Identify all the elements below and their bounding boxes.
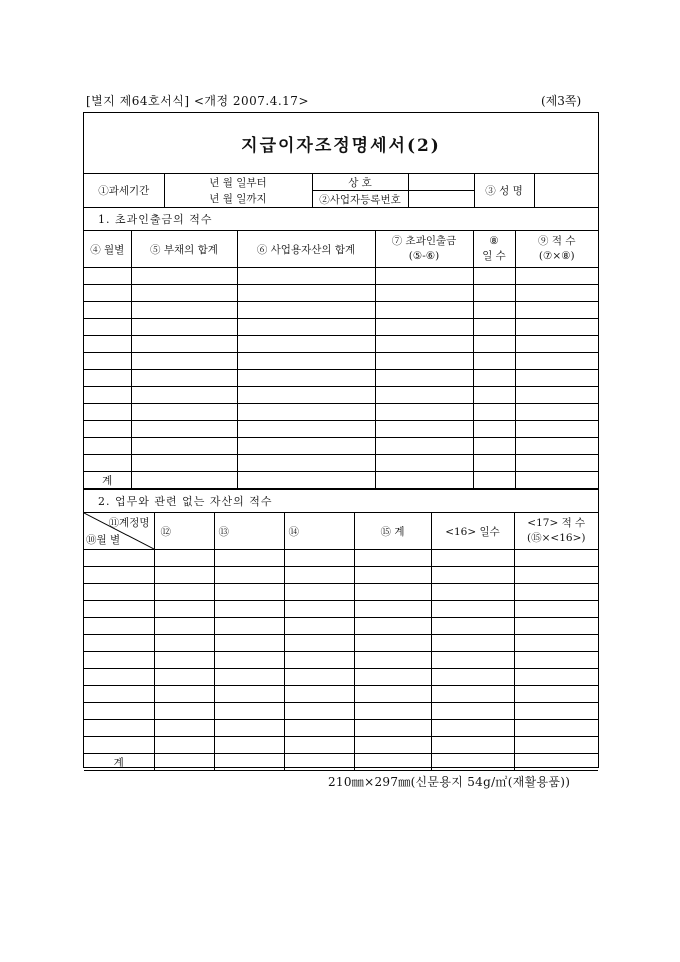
nonbiz-row [84, 652, 598, 669]
overdraw-cell[interactable] [84, 319, 131, 336]
overdraw-cell[interactable] [237, 455, 375, 472]
nonbiz-cell[interactable] [84, 703, 154, 720]
period-to[interactable]: 년 월 일까지 [164, 191, 312, 208]
biz-reg-value[interactable] [408, 191, 474, 208]
nonbiz-cell[interactable] [84, 550, 154, 567]
nonbiz-cell[interactable] [431, 601, 514, 618]
overdraw-cell[interactable] [84, 268, 131, 285]
col-product-line2: (⑦×⑧) [538, 250, 575, 262]
overdraw-row [84, 336, 598, 353]
overdraw-cell[interactable] [237, 438, 375, 455]
nonbiz-cell[interactable] [354, 635, 431, 652]
nonbiz-cell[interactable] [84, 737, 154, 754]
nonbiz-cell[interactable] [84, 652, 154, 669]
nonbiz-cell[interactable] [514, 550, 598, 567]
nonbiz-row [84, 737, 598, 754]
nonbiz-cell[interactable] [514, 669, 598, 686]
overdraw-cell[interactable] [375, 421, 473, 438]
overdraw-cell[interactable] [131, 319, 237, 336]
col-overdraw-line2: (⑤-⑥) [408, 250, 440, 262]
nonbiz-cell[interactable] [431, 720, 514, 737]
nonbiz-cell[interactable] [431, 618, 514, 635]
overdraw-cell[interactable] [473, 353, 515, 370]
overdraw-cell[interactable] [375, 268, 473, 285]
overdraw-row [84, 353, 598, 370]
nonbiz-cell[interactable] [154, 550, 214, 567]
account-name-label: ⑪계정명 [108, 517, 150, 529]
col-month: ④ 월별 [84, 231, 131, 268]
overdraw-cell[interactable] [131, 421, 237, 438]
overdraw-cell[interactable] [375, 302, 473, 319]
overdraw-cell[interactable] [237, 353, 375, 370]
overdraw-cell[interactable] [131, 285, 237, 302]
nonbiz-asset-table [84, 512, 598, 771]
nonbiz-cell[interactable] [154, 737, 214, 754]
nonbiz-cell[interactable] [84, 618, 154, 635]
nonbiz-cell[interactable] [354, 601, 431, 618]
nonbiz-cell[interactable] [84, 720, 154, 737]
nonbiz-cell[interactable] [154, 669, 214, 686]
nonbiz-cell[interactable] [431, 550, 514, 567]
nonbiz-cell[interactable] [284, 635, 354, 652]
title-row [84, 113, 598, 174]
col-sum: ⑮ 계 [354, 513, 431, 550]
nonbiz-cell[interactable] [214, 737, 284, 754]
overdraw-cell[interactable] [131, 302, 237, 319]
nonbiz-cell[interactable] [154, 720, 214, 737]
overdraw-cell[interactable] [375, 387, 473, 404]
nonbiz-cell[interactable] [214, 550, 284, 567]
form-frame [83, 112, 599, 768]
overdraw-cell[interactable] [375, 370, 473, 387]
nonbiz-total-cell[interactable] [214, 754, 284, 771]
nonbiz-cell[interactable] [514, 737, 598, 754]
nonbiz-total-cell[interactable] [354, 754, 431, 771]
overdraw-cell[interactable] [473, 370, 515, 387]
col-assets: ⑥ 사업용자산의 합계 [237, 231, 375, 268]
overdraw-cell[interactable] [473, 319, 515, 336]
nonbiz-cell[interactable] [514, 686, 598, 703]
section2-title: 2. 업무와 관련 없는 자산의 적수 [84, 489, 598, 512]
nonbiz-cell[interactable] [354, 584, 431, 601]
nonbiz-row [84, 635, 598, 652]
overdraw-cell[interactable] [84, 336, 131, 353]
overdraw-rows [84, 268, 598, 472]
overdraw-row [84, 285, 598, 302]
name-value[interactable] [534, 174, 598, 208]
overdraw-cell[interactable] [515, 285, 598, 302]
nonbiz-cell[interactable] [154, 584, 214, 601]
biz-reg-label: ②사업자등록번호 [312, 191, 408, 208]
nonbiz-cell[interactable] [214, 635, 284, 652]
overdraw-cell[interactable] [131, 336, 237, 353]
nonbiz-cell[interactable] [354, 567, 431, 584]
overdraw-cell[interactable] [515, 353, 598, 370]
col-days-line2: 일 수 [482, 250, 506, 262]
nonbiz-cell[interactable] [431, 652, 514, 669]
trade-name-label: 상 호 [312, 174, 408, 191]
section1-title: 1. 초과인출금의 적수 [98, 213, 213, 226]
nonbiz-row [84, 686, 598, 703]
nonbiz-cell[interactable] [154, 567, 214, 584]
nonbiz-cell[interactable] [84, 635, 154, 652]
nonbiz-cell[interactable] [514, 652, 598, 669]
overdraw-cell[interactable] [375, 336, 473, 353]
overdraw-table [84, 230, 598, 489]
nonbiz-cell[interactable] [154, 635, 214, 652]
nonbiz-cell[interactable] [514, 584, 598, 601]
overdraw-cell[interactable] [473, 455, 515, 472]
nonbiz-cell[interactable] [154, 601, 214, 618]
info-table [84, 174, 598, 208]
overdraw-cell[interactable] [237, 302, 375, 319]
nonbiz-cell[interactable] [284, 686, 354, 703]
nonbiz-cell[interactable] [214, 686, 284, 703]
nonbiz-total-cell[interactable] [431, 754, 514, 771]
nonbiz-row [84, 720, 598, 737]
nonbiz-cell[interactable] [354, 720, 431, 737]
overdraw-cell[interactable] [515, 438, 598, 455]
col-liabilities: ⑤ 부채의 합계 [131, 231, 237, 268]
nonbiz-total-cell[interactable] [154, 754, 214, 771]
overdraw-cell[interactable] [131, 404, 237, 421]
nonbiz-cell[interactable] [214, 618, 284, 635]
overdraw-cell[interactable] [84, 455, 131, 472]
overdraw-cell[interactable] [131, 268, 237, 285]
period-from[interactable]: 년 월 일부터 [164, 174, 312, 191]
nonbiz-total-cell[interactable] [284, 754, 354, 771]
nonbiz-cell[interactable] [214, 567, 284, 584]
nonbiz-cell[interactable] [431, 686, 514, 703]
nonbiz-cell[interactable] [284, 567, 354, 584]
overdraw-cell[interactable] [375, 438, 473, 455]
nonbiz-cell[interactable] [214, 652, 284, 669]
overdraw-cell[interactable] [515, 336, 598, 353]
overdraw-cell[interactable] [84, 285, 131, 302]
nonbiz-cell[interactable] [514, 720, 598, 737]
nonbiz-cell[interactable] [431, 584, 514, 601]
nonbiz-row [84, 669, 598, 686]
overdraw-row [84, 370, 598, 387]
overdraw-cell[interactable] [515, 421, 598, 438]
col-overdraw-line1: ⑦ 초과인출금 [391, 235, 457, 247]
period-label: ①과세기간 [84, 174, 164, 208]
nonbiz-cell[interactable] [154, 686, 214, 703]
col-days2: <16> 일수 [431, 513, 514, 550]
overdraw-cell[interactable] [473, 336, 515, 353]
col-days [473, 231, 515, 268]
col-12: ⑫ [154, 513, 214, 550]
overdraw-cell[interactable] [473, 387, 515, 404]
overdraw-cell[interactable] [84, 387, 131, 404]
nonbiz-cell[interactable] [284, 669, 354, 686]
nonbiz-cell[interactable] [214, 720, 284, 737]
nonbiz-total-cell[interactable] [514, 754, 598, 771]
nonbiz-cell[interactable] [514, 635, 598, 652]
nonbiz-row [84, 584, 598, 601]
nonbiz-cell[interactable] [284, 703, 354, 720]
overdraw-total-cell[interactable] [237, 472, 375, 489]
nonbiz-cell[interactable] [154, 652, 214, 669]
overdraw-cell[interactable] [237, 285, 375, 302]
overdraw-cell[interactable] [473, 404, 515, 421]
overdraw-cell[interactable] [237, 387, 375, 404]
overdraw-cell[interactable] [473, 285, 515, 302]
overdraw-row [84, 455, 598, 472]
month-label: ⑩월 별 [86, 534, 121, 546]
nonbiz-cell[interactable] [214, 584, 284, 601]
nonbiz-cell[interactable] [514, 618, 598, 635]
overdraw-row [84, 438, 598, 455]
nonbiz-cell[interactable] [84, 567, 154, 584]
nonbiz-row [84, 550, 598, 567]
col-days-line1: ⑧ [489, 235, 499, 247]
nonbiz-cell[interactable] [284, 720, 354, 737]
overdraw-row [84, 302, 598, 319]
nonbiz-cell[interactable] [84, 686, 154, 703]
overdraw-cell[interactable] [515, 455, 598, 472]
nonbiz-cell[interactable] [284, 652, 354, 669]
overdraw-cell[interactable] [131, 353, 237, 370]
nonbiz-cell[interactable] [284, 550, 354, 567]
overdraw-cell[interactable] [515, 319, 598, 336]
nonbiz-cell[interactable] [354, 737, 431, 754]
nonbiz-cell[interactable] [284, 601, 354, 618]
nonbiz-cell[interactable] [284, 737, 354, 754]
nonbiz-cell[interactable] [514, 601, 598, 618]
nonbiz-cell[interactable] [84, 601, 154, 618]
overdraw-cell[interactable] [515, 302, 598, 319]
nonbiz-cell[interactable] [214, 703, 284, 720]
col-product-line1: ⑨ 적 수 [538, 235, 576, 247]
nonbiz-cell[interactable] [514, 703, 598, 720]
form-number: [별지 제64호서식] <개정 2007.4.17> [86, 94, 309, 108]
nonbiz-cell[interactable] [84, 584, 154, 601]
overdraw-total-label: 계 [84, 472, 131, 489]
overdraw-cell[interactable] [473, 421, 515, 438]
overdraw-total-cell[interactable] [515, 472, 598, 489]
overdraw-cell[interactable] [84, 370, 131, 387]
trade-name-value[interactable] [408, 174, 474, 191]
overdraw-cell[interactable] [473, 438, 515, 455]
overdraw-cell[interactable] [84, 353, 131, 370]
nonbiz-cell[interactable] [354, 669, 431, 686]
nonbiz-cell[interactable] [431, 635, 514, 652]
nonbiz-cell[interactable] [154, 703, 214, 720]
overdraw-cell[interactable] [375, 404, 473, 421]
nonbiz-cell[interactable] [354, 652, 431, 669]
overdraw-cell[interactable] [375, 285, 473, 302]
overdraw-cell[interactable] [515, 404, 598, 421]
col-product2 [514, 513, 598, 550]
nonbiz-row [84, 618, 598, 635]
form-title: 지급이자조정명세서(2) [241, 135, 441, 156]
overdraw-cell[interactable] [237, 319, 375, 336]
col-product2-line1: <17> 적 수 [527, 517, 586, 529]
overdraw-cell[interactable] [473, 302, 515, 319]
overdraw-row [84, 404, 598, 421]
overdraw-cell[interactable] [515, 268, 598, 285]
overdraw-cell[interactable] [237, 268, 375, 285]
overdraw-cell[interactable] [515, 370, 598, 387]
overdraw-cell[interactable] [375, 319, 473, 336]
overdraw-cell[interactable] [237, 404, 375, 421]
overdraw-cell[interactable] [375, 353, 473, 370]
col-product2-line2: (⑮×<16>) [527, 532, 586, 544]
nonbiz-cell[interactable] [354, 703, 431, 720]
overdraw-row [84, 421, 598, 438]
overdraw-cell[interactable] [84, 421, 131, 438]
name-label: ③ 성 명 [474, 174, 534, 208]
nonbiz-row [84, 601, 598, 618]
overdraw-cell[interactable] [237, 421, 375, 438]
nonbiz-cell[interactable] [284, 584, 354, 601]
nonbiz-cell[interactable] [431, 737, 514, 754]
overdraw-cell[interactable] [131, 455, 237, 472]
overdraw-row [84, 387, 598, 404]
col-overdraw [375, 231, 473, 268]
overdraw-total-cell[interactable] [375, 472, 473, 489]
nonbiz-rows [84, 550, 598, 754]
nonbiz-total-label: 계 [84, 754, 154, 771]
paper-spec: 210㎜×297㎜(신문용지 54g/㎡(재활용품)) [328, 775, 571, 789]
overdraw-cell[interactable] [131, 387, 237, 404]
diagonal-header [84, 513, 154, 550]
nonbiz-cell[interactable] [431, 567, 514, 584]
overdraw-total-cell[interactable] [473, 472, 515, 489]
nonbiz-cell[interactable] [84, 669, 154, 686]
overdraw-cell[interactable] [473, 268, 515, 285]
nonbiz-cell[interactable] [154, 618, 214, 635]
overdraw-total-cell[interactable] [131, 472, 237, 489]
nonbiz-cell[interactable] [284, 618, 354, 635]
page-number: (제3쪽) [541, 94, 582, 108]
nonbiz-cell[interactable] [354, 618, 431, 635]
overdraw-cell[interactable] [84, 302, 131, 319]
overdraw-cell[interactable] [515, 387, 598, 404]
overdraw-cell[interactable] [131, 438, 237, 455]
col-14: ⑭ [284, 513, 354, 550]
nonbiz-cell[interactable] [431, 669, 514, 686]
nonbiz-cell[interactable] [214, 669, 284, 686]
overdraw-cell[interactable] [237, 370, 375, 387]
nonbiz-row [84, 703, 598, 720]
col-product [515, 231, 598, 268]
nonbiz-cell[interactable] [431, 703, 514, 720]
nonbiz-cell[interactable] [354, 686, 431, 703]
col-13: ⑬ [214, 513, 284, 550]
nonbiz-row [84, 567, 598, 584]
overdraw-cell[interactable] [237, 336, 375, 353]
nonbiz-cell[interactable] [214, 601, 284, 618]
overdraw-cell[interactable] [131, 370, 237, 387]
nonbiz-cell[interactable] [514, 567, 598, 584]
overdraw-cell[interactable] [375, 455, 473, 472]
overdraw-row [84, 268, 598, 285]
overdraw-cell[interactable] [84, 438, 131, 455]
overdraw-row [84, 319, 598, 336]
nonbiz-cell[interactable] [354, 550, 431, 567]
overdraw-cell[interactable] [84, 404, 131, 421]
